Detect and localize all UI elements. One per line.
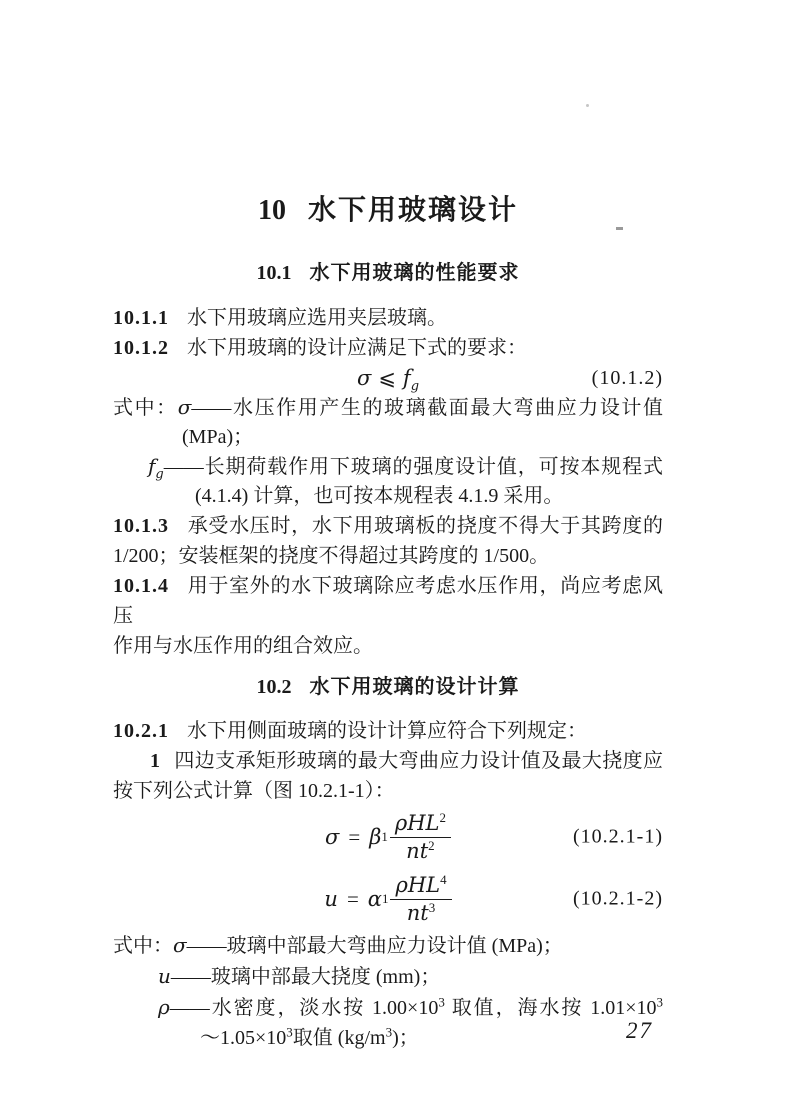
- clause-text: 水下用玻璃的设计应满足下式的要求：: [187, 337, 527, 359]
- symbol-sigma: σ: [177, 395, 192, 419]
- clause-line-2: [113, 541, 663, 571]
- clause-10-1-3: [113, 511, 663, 571]
- section-heading-10-2: [113, 675, 663, 699]
- clause-line-1: [113, 511, 663, 541]
- clause-text: 用于室外的水下玻璃除应考虑水压作用，尚应考虑风压: [113, 575, 663, 627]
- symbol-definition: 玻璃中部最大弯曲应力设计值 (MPa)；: [226, 935, 563, 957]
- symbol-u: u: [158, 964, 171, 988]
- exponent: 3: [385, 1024, 393, 1040]
- section-number: 10.1: [256, 262, 292, 284]
- clause-number: 10.2.1: [113, 720, 169, 742]
- item-number: 1: [150, 750, 160, 772]
- clause-text: 承受水压时，水下用玻璃板的挠度不得大于其跨度的: [187, 515, 663, 537]
- coefficient: β: [369, 825, 382, 849]
- where-line-sigma: [113, 393, 663, 423]
- fraction: [390, 812, 451, 861]
- symbol-sigma: σ: [173, 933, 187, 957]
- numerator-exponent: 4: [440, 872, 447, 888]
- clause-10-1-4: [113, 571, 663, 661]
- exponent: 3: [438, 994, 445, 1010]
- denominator-vars: nt: [406, 838, 429, 863]
- section-heading-10-1: [113, 261, 663, 285]
- clause-number: 10.1.1: [113, 307, 169, 329]
- text-block: [113, 195, 663, 1053]
- symbol-fg-subscript: g: [155, 467, 164, 482]
- coefficient: α: [367, 887, 382, 911]
- clause-10-1-2: [113, 333, 663, 363]
- clause-text: 作用与水压作用的组合效应。: [113, 635, 373, 657]
- clause-10-2-1: [113, 716, 663, 746]
- numerator-exponent: 2: [439, 810, 446, 826]
- denominator-vars: nt: [406, 900, 429, 925]
- where-block-10-2-1: [113, 930, 663, 1053]
- fraction-denominator: [390, 838, 451, 862]
- symbol-definition-cont: ～1.05×10: [200, 1027, 287, 1049]
- where-line-u: [113, 961, 663, 992]
- equation-rhs-subscript: g: [410, 379, 420, 395]
- chapter-title: [113, 195, 663, 227]
- clause-text: 水下用玻璃应选用夹层玻璃。: [187, 307, 447, 329]
- where-line-sigma-cont: [113, 423, 663, 452]
- item-line-1: [113, 746, 663, 776]
- numerator-vars: ρHL: [394, 811, 440, 836]
- equation-10-2-1-1: σ = β 1 $\frac{\rho HL^2}{nt^2}$ (10.2.1-1): [325, 810, 663, 863]
- denominator-exponent: 3: [428, 899, 436, 915]
- symbol-definition: 玻璃中部最大挠度 (mm)；: [210, 966, 441, 988]
- exponent: 3: [656, 994, 663, 1010]
- numerator-vars: ρHL: [395, 873, 441, 898]
- symbol-definition: 长期荷载作用下玻璃的强度设计值，可按本规程式: [203, 456, 663, 478]
- equation-number: (10.2.1-1): [573, 825, 663, 848]
- section-title-text: 水下用玻璃的设计计算: [309, 676, 520, 698]
- clause-number: 10.1.3: [113, 515, 169, 537]
- item-line-2: [113, 776, 663, 806]
- definition-dash: ——: [186, 935, 227, 957]
- item-text: 按下列公式计算（图 10.2.1-1）：: [113, 780, 395, 802]
- where-line-rho-cont: [113, 1023, 663, 1053]
- clause-10-1-1: [113, 303, 663, 333]
- where-line-fg-cont: [113, 482, 663, 511]
- equals-sign: =: [348, 824, 361, 849]
- chapter-number: 10: [257, 195, 286, 226]
- item-text: 四边支承矩形玻璃的最大弯曲应力设计值及最大挠度应: [174, 750, 663, 772]
- where-line-rho: [113, 992, 663, 1023]
- equation-number: (10.1.2): [591, 367, 663, 389]
- symbol-definition-cont: 取值 (kg/m: [292, 1027, 386, 1049]
- clause-text: 1/200；安装框架的挠度不得超过其跨度的 1/500。: [113, 545, 550, 567]
- equation-lhs: σ: [356, 366, 372, 390]
- definition-dash: ——: [170, 966, 211, 988]
- list-item-1: [113, 746, 663, 806]
- clause-text: 水下用侧面玻璃的设计计算应符合下列规定：: [187, 720, 587, 742]
- fraction: [390, 874, 451, 923]
- equation-rhs: f: [402, 366, 411, 390]
- section-number: 10.2: [256, 676, 292, 698]
- symbol-definition-cont: )；: [392, 1027, 419, 1049]
- equation-number: (10.2.1-2): [573, 887, 663, 910]
- where-line-sigma: [113, 930, 663, 961]
- symbol-definition: 取值，海水按 1.01×10: [444, 997, 657, 1019]
- equation-relation: ⩽: [378, 366, 396, 390]
- definition-dash: ——: [163, 456, 204, 478]
- page-number: 27: [626, 1018, 653, 1043]
- symbol-definition: 水密度，淡水按 1.00×10: [209, 997, 439, 1019]
- symbol-definition: 水压作用产生的玻璃截面最大弯曲应力设计值: [231, 397, 664, 419]
- equation-10-2-1-2: u = α 1 $\frac{\rho HL^4}{nt^3}$ (10.2.1-2): [324, 872, 663, 925]
- fraction-denominator: [390, 900, 451, 924]
- clause-number: 10.1.4: [113, 575, 169, 597]
- fraction-numerator: [390, 812, 451, 837]
- fraction-numerator: [390, 874, 451, 899]
- symbol-rho: ρ: [158, 995, 170, 1019]
- symbol-definition-cont: (MPa)；: [182, 426, 254, 448]
- denominator-exponent: 2: [428, 837, 435, 853]
- where-block-10-1-2: [113, 393, 663, 511]
- definition-dash: ——: [191, 397, 232, 419]
- equation-10-1-2: [113, 363, 663, 393]
- exponent: 3: [286, 1024, 293, 1040]
- chapter-title-text: 水下用玻璃设计: [307, 195, 518, 226]
- where-prefix: 式中：: [113, 935, 173, 957]
- section-title-text: 水下用玻璃的性能要求: [309, 262, 520, 284]
- symbol-definition-cont: (4.1.4) 计算，也可按本规程表 4.1.9 采用。: [195, 485, 564, 507]
- where-prefix: 式中：: [113, 397, 178, 419]
- symbol-fg: f: [148, 454, 156, 478]
- equation-lhs: u: [324, 887, 338, 911]
- equation-lhs: σ: [325, 825, 340, 849]
- equals-sign: =: [346, 886, 359, 911]
- where-line-fg: [113, 452, 663, 482]
- clause-number: 10.1.2: [113, 337, 169, 359]
- scan-artifact-dot: [586, 104, 589, 107]
- clause-line-1: [113, 571, 663, 631]
- clause-line-2: [113, 631, 663, 661]
- definition-dash: ——: [169, 997, 210, 1019]
